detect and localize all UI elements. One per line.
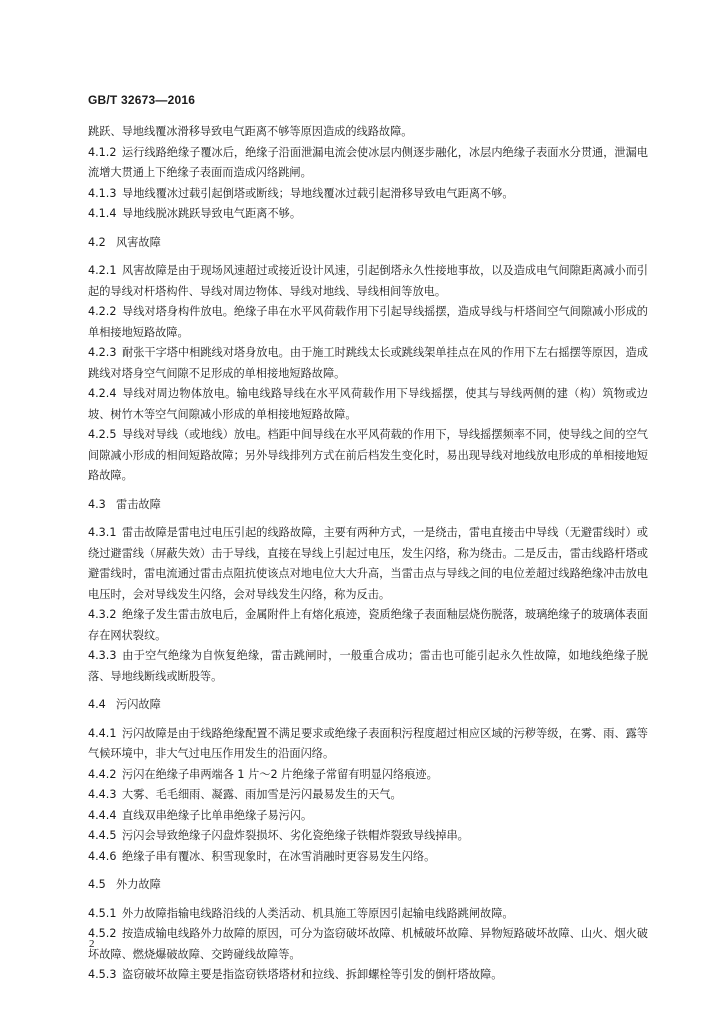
- document-body: [88, 122, 648, 986]
- clause-4-4-5: [88, 826, 648, 847]
- clause-4-5-3: [88, 965, 648, 986]
- clause-text: 导地线脱冰跳跃导致电气距离不够。: [122, 207, 302, 220]
- continuation-paragraph: 跳跃、导地线覆冰滑移导致电气距离不够等原因造成的线路故障。: [88, 125, 413, 138]
- clause-4-5-2: [88, 924, 648, 965]
- clause-text: 按造成输电线路外力故障的原因，可分为盗窃破坏故障、机械破坏故障、异物短路破坏故障、山火、烟火破坏故障、燃烧爆破故障、交跨碰线故障等。: [88, 927, 648, 961]
- clause-number: 4.4.3: [88, 788, 117, 801]
- clause-4-4-3: [88, 785, 648, 806]
- clause-text: 雷击故障是雷电过电压引起的线路故障，主要有两种方式，一是绕击，雷电直接击中导线（无避雷线时）或绕过避雷线（屏蔽失效）击于导线，直接在导线上引起过电压，发生闪络，称为绕击。二是反击，雷击线路杆塔或避雷线时，雷电流通过雷击点阻抗使该点对地电位大大升高，当雷击点与导线之间的电位差超过线路绝缘冲击放电电压时，会对导线发生闪络，会对导线发生闪络，称为反击。: [88, 526, 648, 601]
- clause-number: 4.4.6: [88, 849, 117, 863]
- clause-text: 污闪在绝缘子串两端各 1 片～2 片绝缘子常留有明显闪络痕迹。: [122, 767, 438, 781]
- section-title: 风害故障: [116, 235, 161, 249]
- clause-text: 导线对周边物体放电。输电线路导线在水平风荷载作用下导线摇摆，使其与导线两侧的建（构）筑物或边坡、树竹木等空气间隙减小形成的单相接地短路故障。: [88, 387, 648, 421]
- clause-text: 导地线覆冰过载引起倒塔或断线；导地线覆冰过载引起滑移导致电气距离不够。: [122, 186, 514, 200]
- clause-4-2-3: [88, 343, 648, 384]
- clause-4-3-3: [88, 646, 648, 687]
- clause-4-4-4: [88, 806, 648, 827]
- section-heading-4-3: [88, 495, 648, 516]
- clause-number: 4.2.5: [88, 428, 117, 441]
- clause-number: 4.2.4: [88, 387, 117, 400]
- section-number: 4.4: [88, 698, 106, 711]
- clause-number: 4.3.1: [88, 526, 117, 539]
- clause-4-3-1: [88, 523, 648, 605]
- clause-number: 4.2.2: [88, 305, 117, 318]
- clause-4-3-2: [88, 605, 648, 646]
- clause-number: 4.5.1: [88, 906, 117, 920]
- section-number: 4.5: [88, 878, 106, 891]
- clause-text: 外力故障指输电线路沿线的人类活动、机具施工等原因引起输电线路跳闸故障。: [122, 906, 514, 920]
- clause-4-4-1: [88, 724, 648, 765]
- section-heading-4-4: [88, 695, 648, 716]
- clause-text: 直线双串绝缘子比单串绝缘子易污闪。: [122, 808, 313, 822]
- clause-text: 绝缘子发生雷击放电后，金属附件上有熔化痕迹，瓷质绝缘子表面釉层烧伤脱落，玻璃绝缘子的玻璃体表面存在网状裂纹。: [88, 608, 648, 642]
- clause-number: 4.4.4: [88, 808, 117, 822]
- clause-number: 4.3.3: [88, 649, 117, 662]
- clause-number: 4.1.2: [88, 145, 117, 159]
- page-number: 2: [89, 938, 95, 950]
- standard-number-header: GB/T 32673—2016: [88, 93, 196, 107]
- clause-4-5-1: [88, 904, 648, 925]
- clause-number: 4.5.3: [88, 968, 117, 981]
- clause-4-1-3: [88, 184, 648, 205]
- clause-4-4-6: [88, 847, 648, 868]
- clause-number: 4.2.1: [88, 264, 117, 277]
- section-title: 污闪故障: [116, 698, 161, 711]
- clause-number: 4.3.2: [88, 608, 117, 621]
- clause-text: 运行线路绝缘子覆冰后，绝缘子沿面泄漏电流会使冰层内侧逐步融化，冰层内绝缘子表面水分贯通，泄漏电流增大贯通上下绝缘子表面而造成闪络跳闸。: [88, 145, 648, 179]
- clause-number: 4.1.4: [88, 207, 117, 220]
- clause-4-2-4: [88, 384, 648, 425]
- clause-4-1-2: [88, 143, 648, 184]
- clause-number: 4.4.2: [88, 767, 117, 781]
- clause-number: 4.1.3: [88, 186, 117, 200]
- section-number: 4.3: [88, 497, 106, 511]
- clause-text: 盗窃破坏故障主要是指盗窃铁塔塔材和拉线、拆卸螺栓等引发的倒杆塔故障。: [122, 968, 503, 981]
- clause-text: 污闪故障是由于线路绝缘配置不满足要求或绝缘子表面积污程度超过相应区域的污秽等级，在雾、雨、露等气候环境中，非大气过电压作用发生的沿面闪络。: [88, 726, 648, 760]
- clause-text: 导线对塔身构件放电。绝缘子串在水平风荷载作用下引起导线摇摆，造成导线与杆塔间空气间隙减小形成的单相接地短路故障。: [88, 305, 648, 339]
- clause-text: 污闪会导致绝缘子闪盘炸裂损坏、劣化瓷绝缘子铁帽炸裂致导线掉串。: [122, 829, 469, 842]
- clause-text: 风害故障是由于现场风速超过或接近设计风速，引起倒塔永久性接地事故，以及造成电气间隙距离减小而引起的导线对杆塔构件、导线对周边物体、导线对地线、导线相间等放电。: [88, 264, 648, 298]
- clause-4-2-2: [88, 302, 648, 343]
- clause-4-1-4: [88, 204, 648, 225]
- section-heading-4-2: [88, 233, 648, 254]
- clause-text: 耐张干字塔中相跳线对塔身放电。由于施工时跳线太长或跳线架单挂点在风的作用下左右摇摆等原因，造成跳线对塔身空气间隙不足形成的单相接地短路故障。: [88, 346, 648, 380]
- clause-number: 4.4.1: [88, 726, 117, 740]
- clause-number: 4.4.5: [88, 829, 117, 842]
- clause-text: 绝缘子串有覆冰、积雪现象时，在冰雪消融时更容易发生闪络。: [122, 849, 436, 863]
- section-title: 雷击故障: [116, 497, 161, 511]
- clause-text: 导线对导线（或地线）放电。档距中间导线在水平风荷载的作用下，导线摇摆频率不同，使导线之间的空气间隙减小形成的相间短路故障；另外导线排列方式在前后档发生变化时，易出现导线对地线放电形成的单相接地短路故障。: [88, 428, 648, 482]
- clause-4-4-2: [88, 765, 648, 786]
- clause-text: 大雾、毛毛细雨、凝露、雨加雪是污闪最易发生的天气。: [122, 788, 402, 801]
- clause-text: 由于空气绝缘为自恢复绝缘，雷击跳闸时，一般重合成功；雷击也可能引起永久性故障，如地线绝缘子脱落、导地线断线或断股等。: [88, 649, 648, 683]
- section-heading-4-5: [88, 875, 648, 896]
- section-title: 外力故障: [116, 878, 161, 891]
- clause-number: 4.2.3: [88, 346, 117, 359]
- clause-4-2-1: [88, 261, 648, 302]
- clause-number: 4.5.2: [88, 927, 117, 940]
- section-number: 4.2: [88, 235, 106, 249]
- clause-4-2-5: [88, 425, 648, 487]
